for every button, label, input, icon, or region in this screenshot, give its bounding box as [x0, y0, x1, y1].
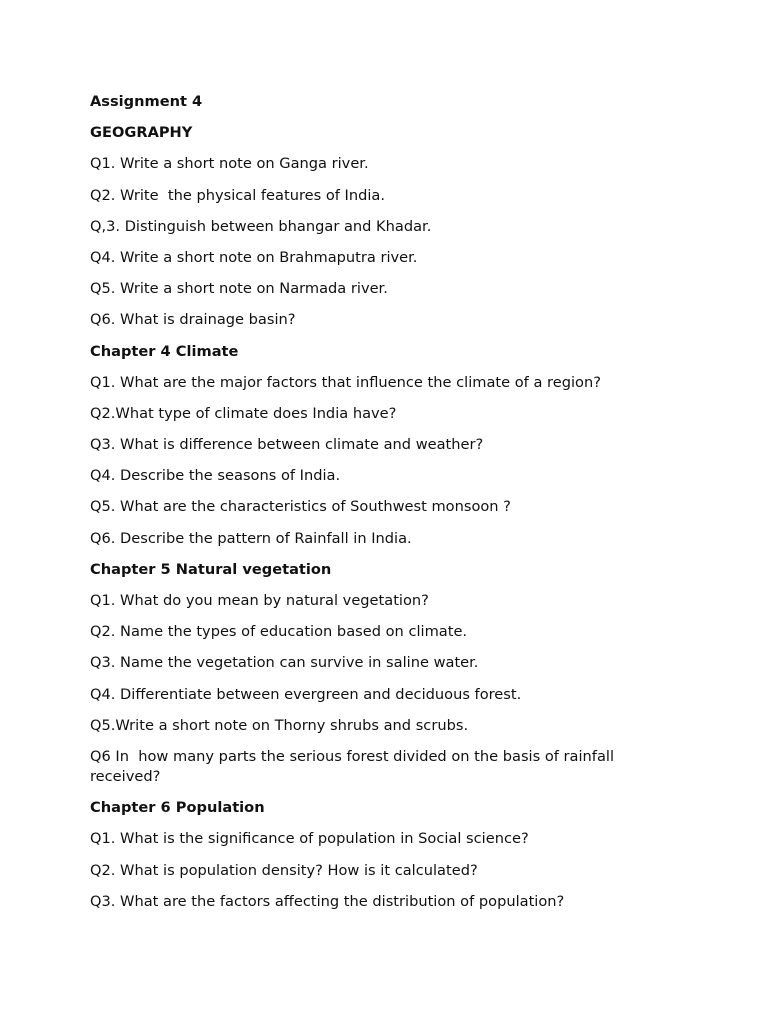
chapter-heading: Chapter 6 Population — [90, 799, 265, 817]
question-item: Q6. What is drainage basin? — [90, 311, 296, 329]
chapter-heading: Chapter 4 Climate — [90, 342, 239, 360]
chapter-heading: Chapter 5 Natural vegetation — [90, 560, 332, 578]
question-item: Q3. Name the vegetation can survive in saline water. — [90, 654, 479, 672]
question-item: Q2. What is population density? How is it calculated? — [90, 861, 478, 879]
question-item: Q,3. Distinguish between bhangar and Khadar. — [90, 217, 432, 235]
question-item: Q1. What do you mean by natural vegetation? — [90, 592, 429, 609]
question-item: Q1. Write a short note on Ganga river. — [90, 155, 369, 173]
question-item: Q1. What are the major factors that influence the climate of a region? — [90, 373, 601, 391]
question-item: Q6. Describe the pattern of Rainfall in India. — [90, 529, 412, 547]
question-item: Q2. Write the physical features of India. — [90, 186, 386, 204]
question-item: Q1. What is the significance of population in Social science? — [90, 830, 529, 848]
document-page — [90, 92, 650, 923]
subject-heading: GEOGRAPHY — [90, 124, 193, 142]
question-item: Q3. What are the factors affecting the distribution of population? — [90, 892, 565, 910]
question-item: Q4. Differentiate between evergreen and deciduous forest. — [90, 685, 522, 703]
question-item: Q4. Write a short note on Brahmaputra river. — [90, 248, 418, 266]
question-item: Q5.Write a short note on Thorny shrubs and scrubs. — [90, 716, 469, 734]
question-item: Q2. Name the types of education based on climate. — [90, 623, 468, 641]
question-item: Q4. Describe the seasons of India. — [90, 467, 341, 485]
question-item: Q6 In how many parts the serious forest divided on the basis of rainfall received? — [90, 747, 619, 785]
assignment-title: Assignment 4 — [90, 93, 203, 110]
question-item: Q5. What are the characteristics of Southwest monsoon ? — [90, 498, 511, 516]
question-item: Q2.What type of climate does India have? — [90, 404, 397, 422]
question-item: Q3. What is difference between climate and weather? — [90, 436, 484, 454]
question-item: Q5. Write a short note on Narmada river. — [90, 280, 388, 298]
